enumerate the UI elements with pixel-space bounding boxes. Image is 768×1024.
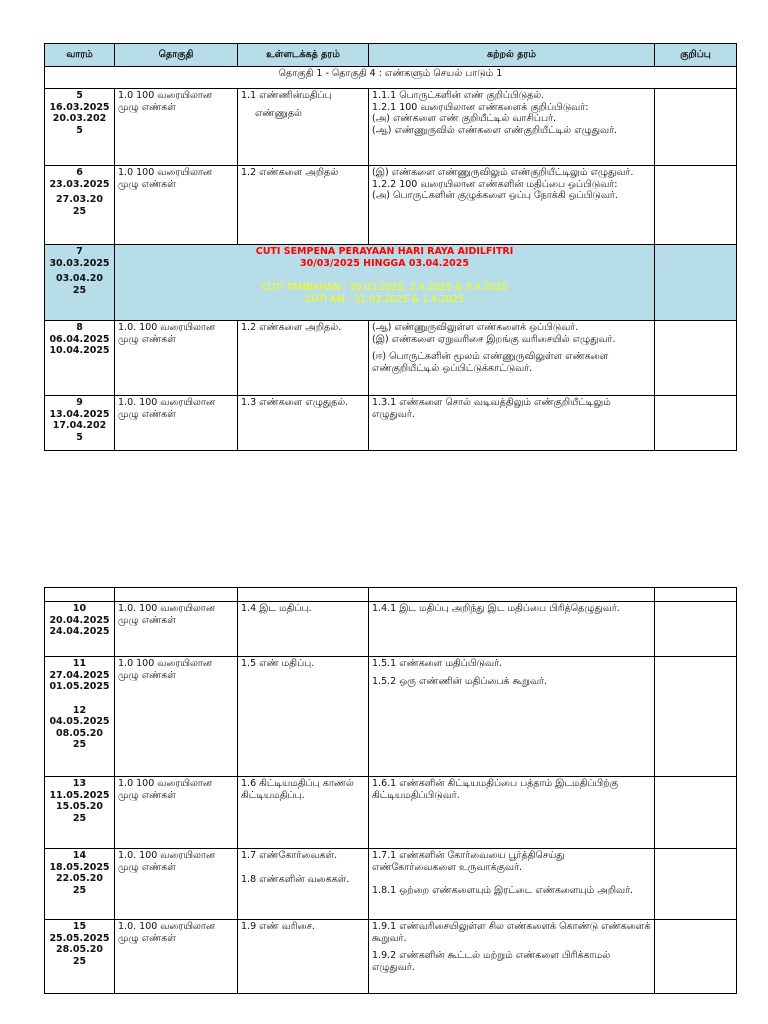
week-date: 25 bbox=[72, 284, 87, 296]
notes-cell bbox=[655, 920, 737, 994]
table-row bbox=[45, 602, 737, 657]
week-cell bbox=[45, 920, 115, 994]
standard-cell: 1.6 கிட்டியமதிப்பு காணல் கிட்டியமதிப்பு. bbox=[238, 777, 369, 849]
holiday-title: CUTI SEMPENA PERAYAAN HARI RAYA AIDILFITRI bbox=[255, 246, 514, 257]
week-date: 04.05.2025 bbox=[49, 716, 110, 727]
holiday-public-leave: CUTI AM : 31.03.2025 & 1.4.2025 bbox=[304, 294, 465, 305]
learning-line: 1.1.1 பொருட்களின் எண் குறிப்பிடுதல். bbox=[372, 90, 545, 101]
topic-cell: 1.0 100 வரையிலான முழு எண்கள் bbox=[115, 657, 238, 777]
learning-cell bbox=[369, 89, 655, 166]
week-number: 7 bbox=[76, 246, 83, 257]
standard-cell: 1.4 இட மதிப்பு. bbox=[238, 602, 369, 657]
week-number: 12 bbox=[72, 704, 87, 716]
learning-cell bbox=[369, 849, 655, 920]
header-learning-standard: கற்றல் தரம் bbox=[369, 44, 655, 67]
week-number: 6 bbox=[76, 167, 83, 178]
learning-line: (ஈ) பொருட்களின் மூலம் எண்ணுருவிலுள்ள எண்களை எண்குறியீட்டில் ஒப்பிட்டுக்காட்டுவர். bbox=[372, 351, 609, 374]
table-row bbox=[45, 89, 737, 166]
week-number: 10 bbox=[72, 603, 87, 614]
empty-cell bbox=[369, 588, 655, 602]
week-date: 20.03.202 bbox=[52, 113, 107, 124]
header-content-standard: உள்ளடக்கத் தரம் bbox=[238, 44, 369, 67]
week-date: 06.04.2025 bbox=[49, 333, 110, 345]
week-cell bbox=[45, 166, 115, 245]
holiday-cell bbox=[115, 245, 655, 321]
header-week: வாரம் bbox=[45, 44, 115, 67]
learning-line: 1.5.1 எண்களை மதிப்பிடுவர். bbox=[372, 658, 503, 669]
week-number: 9 bbox=[76, 397, 83, 408]
topic-cell: 1.0. 100 வரையிலான முழு எண்கள் bbox=[115, 396, 238, 451]
learning-cell: 1.3.1 எண்களை சொல் வடிவத்திலும் எண்குறியீட்டிலும் எழுதுவர். bbox=[369, 396, 655, 451]
standard-text: எண்ணுதல் bbox=[255, 107, 302, 119]
learning-cell bbox=[369, 920, 655, 994]
empty-cell bbox=[115, 588, 238, 602]
table-row bbox=[45, 777, 737, 849]
learning-line: (அ) எண்களை எண் குறியீட்டில் வாசிப்பர். bbox=[372, 113, 557, 124]
week-date: 13.04.2025 bbox=[49, 408, 110, 420]
section-title: தொகுதி 1 - தொகுதி 4 : எண்களும் செயல் பாடும் 1 bbox=[45, 67, 737, 89]
holiday-extra-leave: CUTI TAMBAHAN : 30.03.2025, 2.4.2025 & 3.4.2025 bbox=[261, 282, 508, 293]
section-title-row bbox=[45, 67, 737, 89]
notes-cell bbox=[655, 849, 737, 920]
week-number: 13 bbox=[72, 778, 87, 789]
learning-cell bbox=[369, 166, 655, 245]
week-cell bbox=[45, 777, 115, 849]
table-row bbox=[45, 849, 737, 920]
scheme-table-2 bbox=[44, 587, 737, 994]
standard-cell: 1.2 எண்களை அறிதல் bbox=[238, 166, 369, 245]
learning-line: (ஆ) எண்ணுருவிலுள்ள எண்களைக் ஒப்பிடுவர். bbox=[372, 322, 579, 333]
learning-line: 1.5.2 ஒரு எண்ணின் மதிப்பைக் கூறுவர். bbox=[372, 675, 548, 687]
standard-cell: 1.3 எண்களை எழுதுதல். bbox=[238, 396, 369, 451]
learning-line: 1.7.1 எண்களின் கோர்வையை பூர்த்திசெய்து எண்கோர்வைகளை உருவாக்குவர். bbox=[372, 850, 565, 873]
standard-text: 1.8 எண்களின் வகைகள். bbox=[241, 873, 350, 885]
topic-cell: 1.0. 100 வரையிலான முழு எண்கள் bbox=[115, 849, 238, 920]
topic-cell: 1.0 100 வரையிலான முழு எண்கள் bbox=[115, 166, 238, 245]
week-date: 25 bbox=[72, 739, 87, 750]
week-date: 27.04.2025 bbox=[49, 669, 110, 681]
week-date: 03.04.20 bbox=[56, 273, 103, 284]
week-cell bbox=[45, 89, 115, 166]
week-date: 18.05.2025 bbox=[49, 861, 110, 873]
standard-cell bbox=[238, 89, 369, 166]
standard-cell: 1.2 எண்களை அறிதல். bbox=[238, 321, 369, 396]
week-number: 11 bbox=[72, 658, 87, 669]
week-date: 30.03.2025 bbox=[49, 257, 110, 269]
week-number: 5 bbox=[76, 90, 83, 101]
week-date: 28.05.20 bbox=[56, 944, 103, 955]
week-cell bbox=[45, 657, 115, 777]
week-date: 11.05.2025 bbox=[49, 789, 110, 801]
week-date: 25.05.2025 bbox=[49, 932, 110, 944]
standard-cell bbox=[238, 849, 369, 920]
standard-cell: 1.9 எண் வரிசை. bbox=[238, 920, 369, 994]
topic-cell: 1.0 100 வரையிலான முழு எண்கள் bbox=[115, 89, 238, 166]
spacer bbox=[372, 873, 651, 885]
spacer bbox=[118, 270, 651, 282]
week-date: 20.04.2025 bbox=[49, 614, 110, 626]
week-date: 5 bbox=[76, 431, 83, 443]
spacer bbox=[241, 862, 365, 874]
week-cell bbox=[45, 602, 115, 657]
standard-text: 1.7 எண்கோர்வைகள். bbox=[241, 850, 338, 861]
table-row bbox=[45, 657, 737, 777]
notes-cell bbox=[655, 166, 737, 245]
week-date: 25 bbox=[72, 884, 87, 896]
week-number: 8 bbox=[76, 322, 83, 333]
topic-cell: 1.0. 100 வரையிலான முழு எண்கள் bbox=[115, 920, 238, 994]
empty-cell bbox=[655, 588, 737, 602]
week-date: 10.04.2025 bbox=[49, 345, 110, 356]
learning-line: (ஆ) எண்ணுருவில் எண்களை எண்குறியீட்டில் எழுதுவர். bbox=[372, 124, 618, 136]
table-row bbox=[45, 166, 737, 245]
learning-line: 1.9.2 எண்களின் கூட்டல் மற்றும் எண்களை பிரிக்காமல் எழுதுவர். bbox=[372, 950, 611, 973]
header-topic: தொகுதி bbox=[115, 44, 238, 67]
learning-line: 1.2.1 100 வரையிலான எண்களைக் குறிப்பிடுவர்: bbox=[372, 101, 589, 113]
standard-text: 1.1 எண்ணின்மதிப்பு bbox=[241, 90, 332, 101]
week-date: 25 bbox=[72, 955, 87, 967]
topic-cell: 1.0 100 வரையிலான முழு எண்கள் bbox=[115, 777, 238, 849]
week-date: 15.05.20 bbox=[56, 801, 103, 812]
learning-cell: 1.6.1 எண்களின் கிட்டியமதிப்பை பத்தாம் இடமதிப்பிற்கு கிட்டியமதிப்பிடுவர். bbox=[369, 777, 655, 849]
learning-line: (அ) பொருட்களின் குழுக்களை ஒப்பு நோக்கி ஒப்பிடுவர். bbox=[372, 190, 618, 201]
standard-cell: 1.5 எண் மதிப்பு. bbox=[238, 657, 369, 777]
notes-cell bbox=[655, 657, 737, 777]
notes-cell bbox=[655, 321, 737, 396]
learning-line: (இ) எண்களை எண்ணுருவிலும் எண்குறியீட்டிலும் எழுதுவர். bbox=[372, 167, 634, 178]
week-cell bbox=[45, 849, 115, 920]
learning-line: 1.8.1 ஒற்றை எண்களையும் இரட்டை எண்களையும் அறிவர். bbox=[372, 885, 634, 896]
empty-header-row bbox=[45, 588, 737, 602]
notes-cell bbox=[655, 777, 737, 849]
empty-cell bbox=[238, 588, 369, 602]
week-date: 16.03.2025 bbox=[49, 101, 110, 113]
holiday-row bbox=[45, 245, 737, 321]
header-notes: குறிப்பு bbox=[655, 44, 737, 67]
learning-cell bbox=[369, 657, 655, 777]
notes-cell bbox=[655, 89, 737, 166]
week-date: 23.03.2025 bbox=[49, 178, 110, 190]
topic-cell: 1.0. 100 வரையிலான முழு எண்கள் bbox=[115, 602, 238, 657]
empty-cell bbox=[45, 588, 115, 602]
table-row bbox=[45, 396, 737, 451]
week-date: 24.04.2025 bbox=[49, 626, 110, 637]
holiday-dates: 30/03/2025 HINGGA 03.04.2025 bbox=[300, 258, 469, 269]
week-cell bbox=[45, 396, 115, 451]
notes-cell bbox=[655, 245, 737, 321]
week-date: 5 bbox=[76, 124, 83, 136]
notes-cell bbox=[655, 602, 737, 657]
learning-line: 1.9.1 எண்வரிசையிலுள்ள சில எண்களைக் கொண்டு எண்களைக் கூறுவர். bbox=[372, 921, 651, 944]
week-date: 27.03.20 bbox=[56, 194, 103, 205]
week-date: 08.05.20 bbox=[56, 727, 103, 739]
week-date: 01.05.2025 bbox=[49, 681, 110, 692]
learning-cell bbox=[369, 321, 655, 396]
week-cell bbox=[45, 321, 115, 396]
week-number: 14 bbox=[72, 850, 87, 861]
week-date: 22.05.20 bbox=[56, 873, 103, 884]
holiday-notice bbox=[118, 246, 651, 306]
notes-cell bbox=[655, 396, 737, 451]
week-date: 17.04.202 bbox=[52, 420, 107, 431]
learning-line: (இ) எண்களை ஏறுவரிசை இறங்கு வரிசையில் எழுதுவர். bbox=[372, 333, 616, 345]
header-row bbox=[45, 44, 737, 67]
week-number: 15 bbox=[72, 921, 87, 932]
table-row bbox=[45, 321, 737, 396]
learning-cell: 1.4.1 இட மதிப்பு அறிந்து இட மதிப்பை பிரித்தெழுதுவர். bbox=[369, 602, 655, 657]
week-date: 25 bbox=[72, 812, 87, 824]
week-date: 25 bbox=[72, 205, 87, 217]
topic-cell: 1.0. 100 வரையிலான முழு எண்கள் bbox=[115, 321, 238, 396]
week-cell bbox=[45, 245, 115, 321]
learning-line: 1.2.2 100 வரையிலான எண்களின் மதிப்பை ஒப்பிடுவர்: bbox=[372, 178, 618, 190]
spacer bbox=[48, 693, 111, 705]
scheme-table-1 bbox=[44, 43, 737, 451]
table-row bbox=[45, 920, 737, 994]
